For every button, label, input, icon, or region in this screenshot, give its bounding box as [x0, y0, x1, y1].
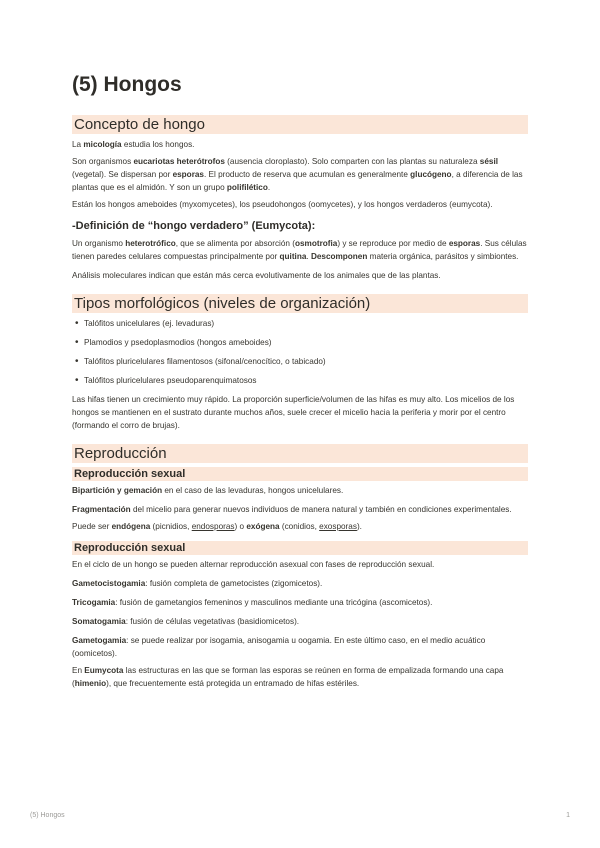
paragraph: Somatogamia: fusión de células vegetativas (basidiomicetos).: [72, 617, 300, 626]
paragraph: Gametocistogamia: fusión completa de gametocistes (zigomicetos).: [72, 579, 323, 588]
bullet-list: [72, 317, 528, 387]
paragraph: En Eumycota las estructuras en las que se forman las esporas se reúnen en forma de empalizada formando una capa (himenio), que frecuentemente está protegida un entramado de hifas estériles.: [72, 666, 504, 688]
paragraph: Son organismos eucariotas heterótrofos (ausencia cloroplasto). Solo comparten con las plantas su naturaleza sésil (vegetal). Se dispersan por esporas. El producto de reserva que acumulan es generalmente glucógeno, a diferencia de las plantas que es el almidón. Y son un grupo polifilético.: [72, 157, 523, 192]
section-heading-reproduccion: Reproducción: [72, 444, 528, 463]
section-heading-concepto: Concepto de hongo: [72, 115, 528, 134]
list-item: • Talófitos unicelulares (ej. levaduras): [84, 317, 528, 330]
list-item: • Talófitos pluricelulares pseudoparenquimatosos: [84, 374, 528, 387]
list-item: • Plamodios y psedoplasmodios (hongos ameboides): [84, 336, 528, 349]
paragraph: Las hifas tienen un crecimiento muy rápido. La proporción superficie/volumen de las hifas es muy alto. Los micelios de los hongos se mantienen en el sustrato durante muchos años, suele crecer el micelio hacia la periferia y morir por el centro (formando el corro de brujas).: [72, 395, 515, 430]
subheading-eumycota: -Definición de “hongo verdadero” (Eumycota):: [72, 220, 316, 232]
paragraph: Tricogamia: fusión de gametangios femeninos y masculinos mediante una tricógina (ascomicetos).: [72, 598, 433, 607]
subheading-reproduccion-2: Reproducción sexual: [72, 541, 528, 555]
list-item: • Talófitos pluricelulares filamentosos (sifonal/cenocítico, o tabicado): [84, 355, 528, 368]
paragraph: Fragmentación del micelio para generar nuevos individuos de manera natural y también en condiciones experimentales.: [72, 505, 512, 514]
page-content: [72, 72, 528, 694]
paragraph: Análisis moleculares indican que están más cerca evolutivamente de los animales que de las plantas.: [72, 271, 441, 280]
paragraph: Puede ser endógena (picnidios, endosporas) o exógena (conidios, exosporas).: [72, 522, 362, 531]
page-number: 1: [566, 812, 570, 819]
footer-title: (5) Hongos: [30, 812, 65, 819]
paragraph: La micología estudia los hongos.: [72, 140, 195, 149]
paragraph: Un organismo heterotrófico, que se alimenta por absorción (osmotrofia) y se reproduce por medio de esporas. Sus células tienen paredes celulares compuestas principalmente por quitina. Descomponen materia orgánica, parásitos y simbiontes.: [72, 239, 527, 261]
page-footer: [30, 812, 570, 819]
paragraph: Bipartición y gemación en el caso de las levaduras, hongos unicelulares.: [72, 486, 344, 495]
section-heading-tipos: Tipos morfológicos (niveles de organización): [72, 294, 528, 313]
paragraph: Gametogamia: se puede realizar por isogamia, anisogamia u oogamia. En este último caso, en el medio acuático (oomicetos).: [72, 636, 486, 658]
page-title: (5) Hongos: [72, 73, 182, 96]
paragraph: En el ciclo de un hongo se pueden alternar reproducción asexual con fases de reproducción sexual.: [72, 560, 435, 569]
subheading-reproduccion-1: Reproducción sexual: [72, 467, 528, 481]
paragraph: Están los hongos ameboides (myxomycetes), los pseudohongos (oomycetes), y los hongos verdaderos (eumycota).: [72, 200, 493, 209]
